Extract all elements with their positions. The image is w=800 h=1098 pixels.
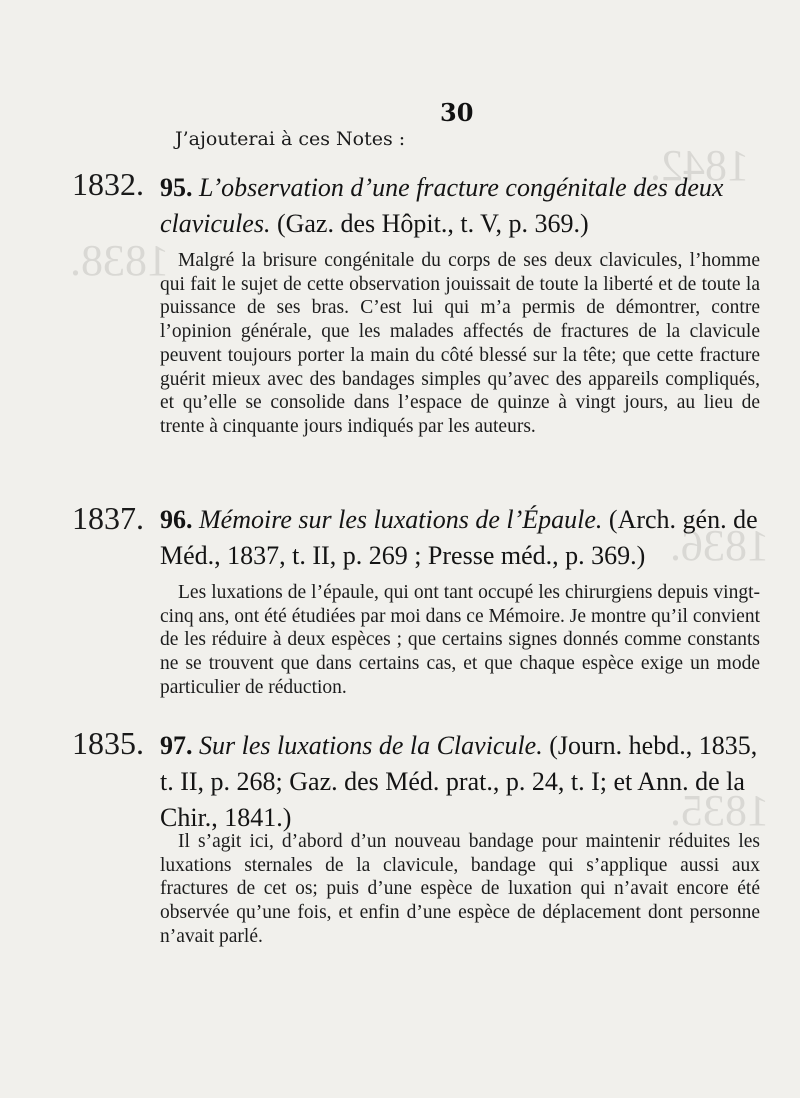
entry-heading [160,170,760,242]
entry-number: 96. [160,505,193,534]
page-number: 30 [440,98,474,127]
entry-body: Il s’agit ici, d’abord d’un nouveau bandage pour maintenir réduites les luxations sternales de la clavicule, bandage qui s’applique aussi aux fractures de cet os; puis d’une espèce de luxation qui n’avait encore été observée qu’une fois, et enfin d’une espèce de déplacement dont personne n’avait parlé. [160,831,760,947]
entry-title: L’observation d’une fracture congénitale des deux clavicules. [160,173,724,238]
entry-reference: (Journ. hebd., 1835, t. II, p. 268; Gaz. des Méd. prat., p. 24, t. I; et Ann. de la Chir., 1841.) [160,731,758,832]
entry-year: 1837. [72,500,144,536]
entry-year: 1832. [72,166,144,202]
intro-line: J’ajouterai à ces Notes : [175,128,406,150]
bleed-through-year: 1838. [70,236,169,285]
entry-title: Sur les luxations de la Clavicule. [199,731,543,760]
entry-reference: (Arch. gén. de Méd., 1837, t. II, p. 269 ; Presse méd., p. 369.) [160,505,758,570]
entry-body: Les luxations de l’épaule, qui ont tant occupé les chirurgiens depuis vingt-cinq ans, ont été étudiées par moi dans ce Mémoire. Je montre qu’il convient de les réduire à deux espèces ; que certains signes donnés comme constants ne se trouvent que dans certains cas, et que chaque espèce exige un mode particulier de réduction. [160,582,760,698]
bleed-through-year: 1836. [670,521,769,570]
bleed-through-year: 1835. [670,786,769,835]
entry-year: 1835. [72,725,144,761]
entry-body: Malgré la brisure congénitale du corps de ses deux clavicules, l’homme qui fait le sujet de cette observation jouissait de toute la liberté et de toute la puissance de ses bras. C’est lui qui m’a permis de démontrer, contre l’opinion générale, que les malades affectés de fractures de la clavicule peuvent toujours porter la main du côté blessé sur la tête; que cette fracture guérit mieux avec des bandages simples qu’avec des appareils compliqués, et qu’elle se consolide dans l’espace de quinze à vingt jours, au lieu de trente à cinquante jours indiqués par les auteurs. [160,250,760,437]
entry-number: 95. [160,173,193,202]
entry-title: Mémoire sur les luxations de l’Épaule. [199,505,603,534]
entry-number: 97. [160,731,193,760]
bleed-through-year: 1842. [650,141,749,190]
entry-reference: (Gaz. des Hôpit., t. V, p. 369.) [276,209,589,238]
entry-heading [160,728,760,836]
entry-heading [160,502,760,574]
